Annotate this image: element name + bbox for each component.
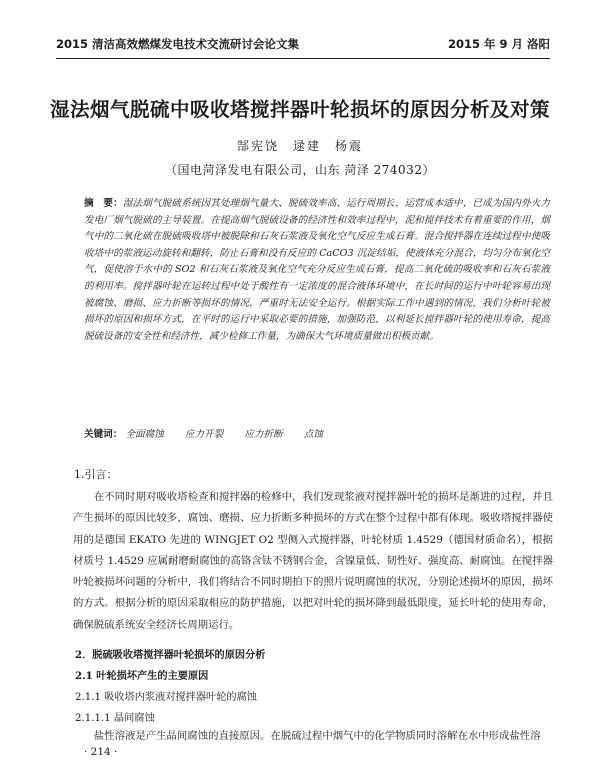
abstract-label: 摘 要： bbox=[84, 198, 123, 209]
section-2-body bbox=[73, 726, 553, 746]
abstract bbox=[84, 196, 550, 345]
subsection-2-1-1: 2.1.1 吸收塔内浆液对搅拌器叶轮的腐蚀 bbox=[75, 692, 257, 703]
paper-title: 湿法烟气脱硫中吸收塔搅拌器叶轮损坏的原因分析及对策 bbox=[49, 98, 550, 121]
subsection-2-1: 2.1 叶轮损坏产生的主要原因 bbox=[75, 670, 209, 682]
keywords-label: 关键词： bbox=[84, 429, 123, 440]
paper-affiliation: （国电菏泽发电有限公司，山东 菏泽 274032） bbox=[165, 163, 435, 177]
section-2-heading: 2．脱硫吸收塔搅拌器叶轮损坏的原因分析 bbox=[75, 649, 266, 661]
header-conference: 2015 清洁高效燃煤发电技术交流研讨会论文集 bbox=[56, 37, 300, 51]
section-1-paragraph: 在不同时期对吸收塔检查和搅拌器的检修中，我们发现浆液对搅拌器叶轮的损坏是渐进的过程，并且产生损坏的原因比较多，腐蚀、磨损、应力折断多种损坏的方式在整个过程中都有体现。吸收塔搅拌器使用的是德国 EKATO 先进的 WINGJET O2 型侧入式搅拌器，叶轮材质 1.4529（德国材质命名），根据材质号 1.4529 应属耐磨耐腐蚀的高铬含钛不锈钢合金，含镍量低、韧性好、强度高、耐腐蚀。在搅拌器叶轮被损坏问题的分析中，我们将结合不同时期拍下的照片说明腐蚀的状况，分别论述损坏的原因，损坏的方式。根据分析的原因采取相应的防护措施，以把对叶轮的损坏降到最低限度，延长叶轮的使用寿命，确保脱硫系统安全经济长周期运行。 bbox=[73, 491, 553, 631]
keyword-item: 应力折断 bbox=[244, 429, 283, 440]
section-2-last-line: 盐性溶液是产生晶间腐蚀的直接原因。在脱硫过程中烟气中的化学物质同时溶解在水中形成盐性溶 bbox=[93, 730, 541, 742]
paper-authors: 郜宪饶 逯建 杨震 bbox=[236, 139, 363, 153]
keyword-item: 应力开裂 bbox=[184, 429, 224, 440]
section-1-body bbox=[73, 487, 553, 636]
abstract-text: 湿法烟气脱硫系统因其处理烟气量大、脱硫效率高、运行周期长、运营成本适中，已成为国内外火力发电厂烟气脱硫的主导装置。在提高烟气脱硫设备的经济性和效率过程中，泥和搅拌技术有着重要的作用，烟气中的二氧化硫在脱硫吸收塔中被脱除和石灰石浆液及氧化空气反应生成石膏。混合搅拌器在连续过程中使吸收塔中的浆液运动旋转和翻转，防止石膏和没有反应的 CaCO3 沉淀结垢，使液体充分混合，均匀分布氧化空气，促使溶于水中的 SO2 和石灰石浆液及氧化空气充分反应生成石膏，提高二氧化硫的吸收率和石灰石浆液的利用率。搅拌器叶轮在运转过程中处于酸性有一定浓度的混合液体环境中，在长时间的运行中叶轮容易出现被腐蚀、磨损、应力折断等损坏的情况，严重时无法安全运行。根据实际工作中遇到的情况，我们分析叶轮被损坏的原因和损坏方式，在平时的运行中采取必要的措施，加强防范，以利延长搅拌器叶轮的使用寿命，提高脱硫设备的安全性和经济性，减少检修工作量，为确保大气环境质量做出积极贡献。 bbox=[84, 198, 550, 342]
keyword-item: 点蚀 bbox=[303, 429, 323, 440]
subsection-2-1-1-1: 2.1.1.1 晶间腐蚀 bbox=[75, 713, 155, 724]
header-date-place: 2015 年 9 月 洛阳 bbox=[447, 37, 550, 51]
page-number: · 214 · bbox=[84, 746, 118, 758]
keywords bbox=[84, 426, 550, 440]
keyword-item: 全面腐蚀 bbox=[125, 429, 164, 440]
running-header bbox=[56, 36, 550, 52]
header-rule bbox=[56, 58, 550, 59]
section-1-heading: 1.引言： bbox=[74, 468, 118, 481]
